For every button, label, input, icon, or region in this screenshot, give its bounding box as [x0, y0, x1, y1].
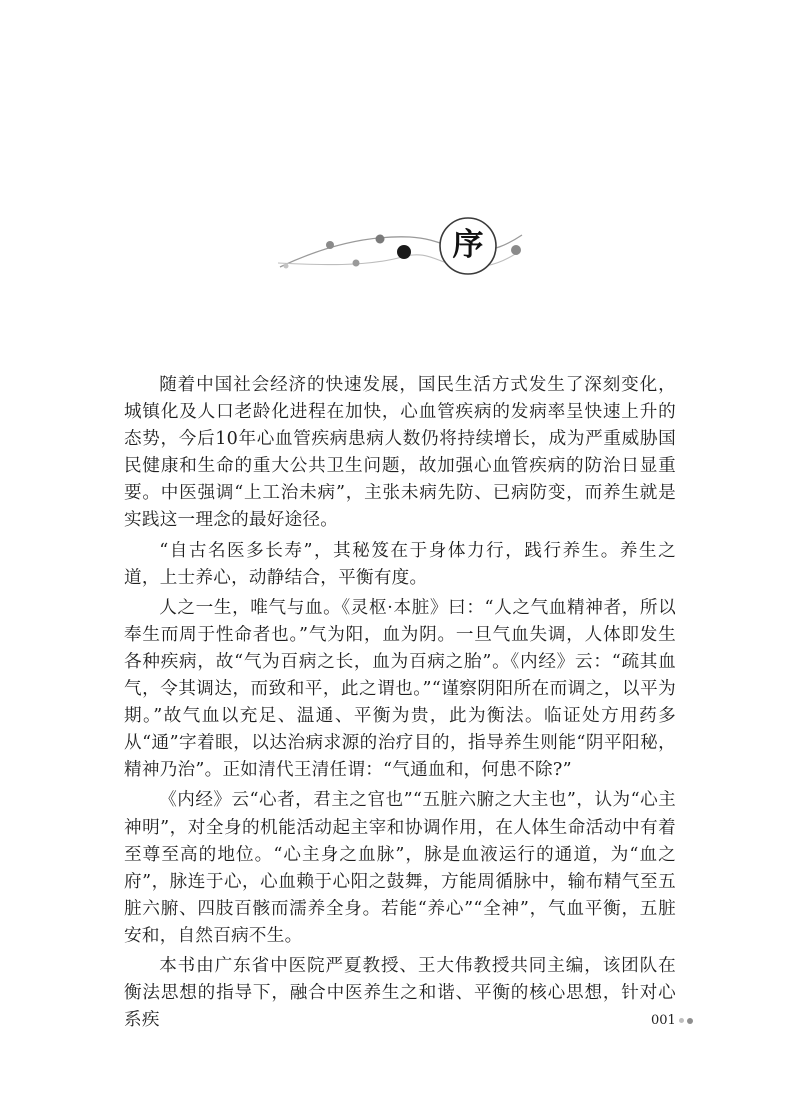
page-number: 001 [651, 1013, 676, 1028]
ornament-dot-left [326, 241, 334, 249]
page-footer [651, 1013, 693, 1028]
ornament-dot-large [397, 245, 411, 259]
ornament-dot-right [511, 245, 521, 255]
paragraph: 人之一生，唯气与血。《灵枢·本脏》曰：“人之气血精神者，所以奉生而周于性命者也。”气为阳，血为阴。一旦气血失调，人体即发生各种疾病，故“气为百病之长，血为百病之胎”。《内经》云：“疏其血气，令其调达，而致和平，此之谓也。”“谨察阴阳所在而调之，以平为期。”故气血以充足、温通、平衡为贵，此为衡法。临证处方用药多从“通”字着眼，以达治病求源的治疗目的，指导养生则能“阴平阳秘，精神乃治”。正如清代王清任谓：“气通血和，何患不除?” [124, 597, 676, 781]
paragraph: 《内经》云“心者，君主之官也”“五脏六腑之大主也”，认为“心主神明”，对全身的机能活动起主宰和协调作用，在人体生命活动中有着至尊至高的地位。“心主身之血脉”，脉是血液运行的通道，为“血之府”，脉连于心，心血赖于心阳之鼓舞，方能周循脉中，输布精气至五脏六腑、四肢百骸而濡养全身。若能“养心”“全神”，气血平衡，五脏安和，自然百病不生。 [124, 790, 676, 946]
preface-body [124, 372, 676, 1037]
ornament-dot-far-left [284, 264, 289, 269]
page-title: 序 [452, 227, 484, 263]
page-number-dot-icon [687, 1018, 693, 1024]
ornament-dot-mid [376, 235, 385, 244]
paragraph: “自古名医多长寿”，其秘笈在于身体力行，践行养生。养生之道，上士养心，动静结合，平衡有度。 [124, 540, 676, 588]
paragraph: 随着中国社会经济的快速发展，国民生活方式发生了深刻变化，城镇化及人口老龄化进程在加快，心血管疾病的发病率呈快速上升的态势，今后10年心血管疾病患病人数仍将持续增长，成为严重威胁国民健康和生命的重大公共卫生问题，故加强心血管疾病的防治日显重要。中医强调“上工治未病”，主张未病先防、已病防变，而养生就是实践这一理念的最好途径。 [124, 375, 676, 531]
paragraph: 本书由广东省中医院严夏教授、王大伟教授共同主编，该团队在衡法思想的指导下，融合中医养生之和谐、平衡的核心思想，针对心系疾 [124, 955, 676, 1031]
page-number-dot-icon [679, 1018, 684, 1023]
ornament-dot-low [353, 260, 360, 267]
